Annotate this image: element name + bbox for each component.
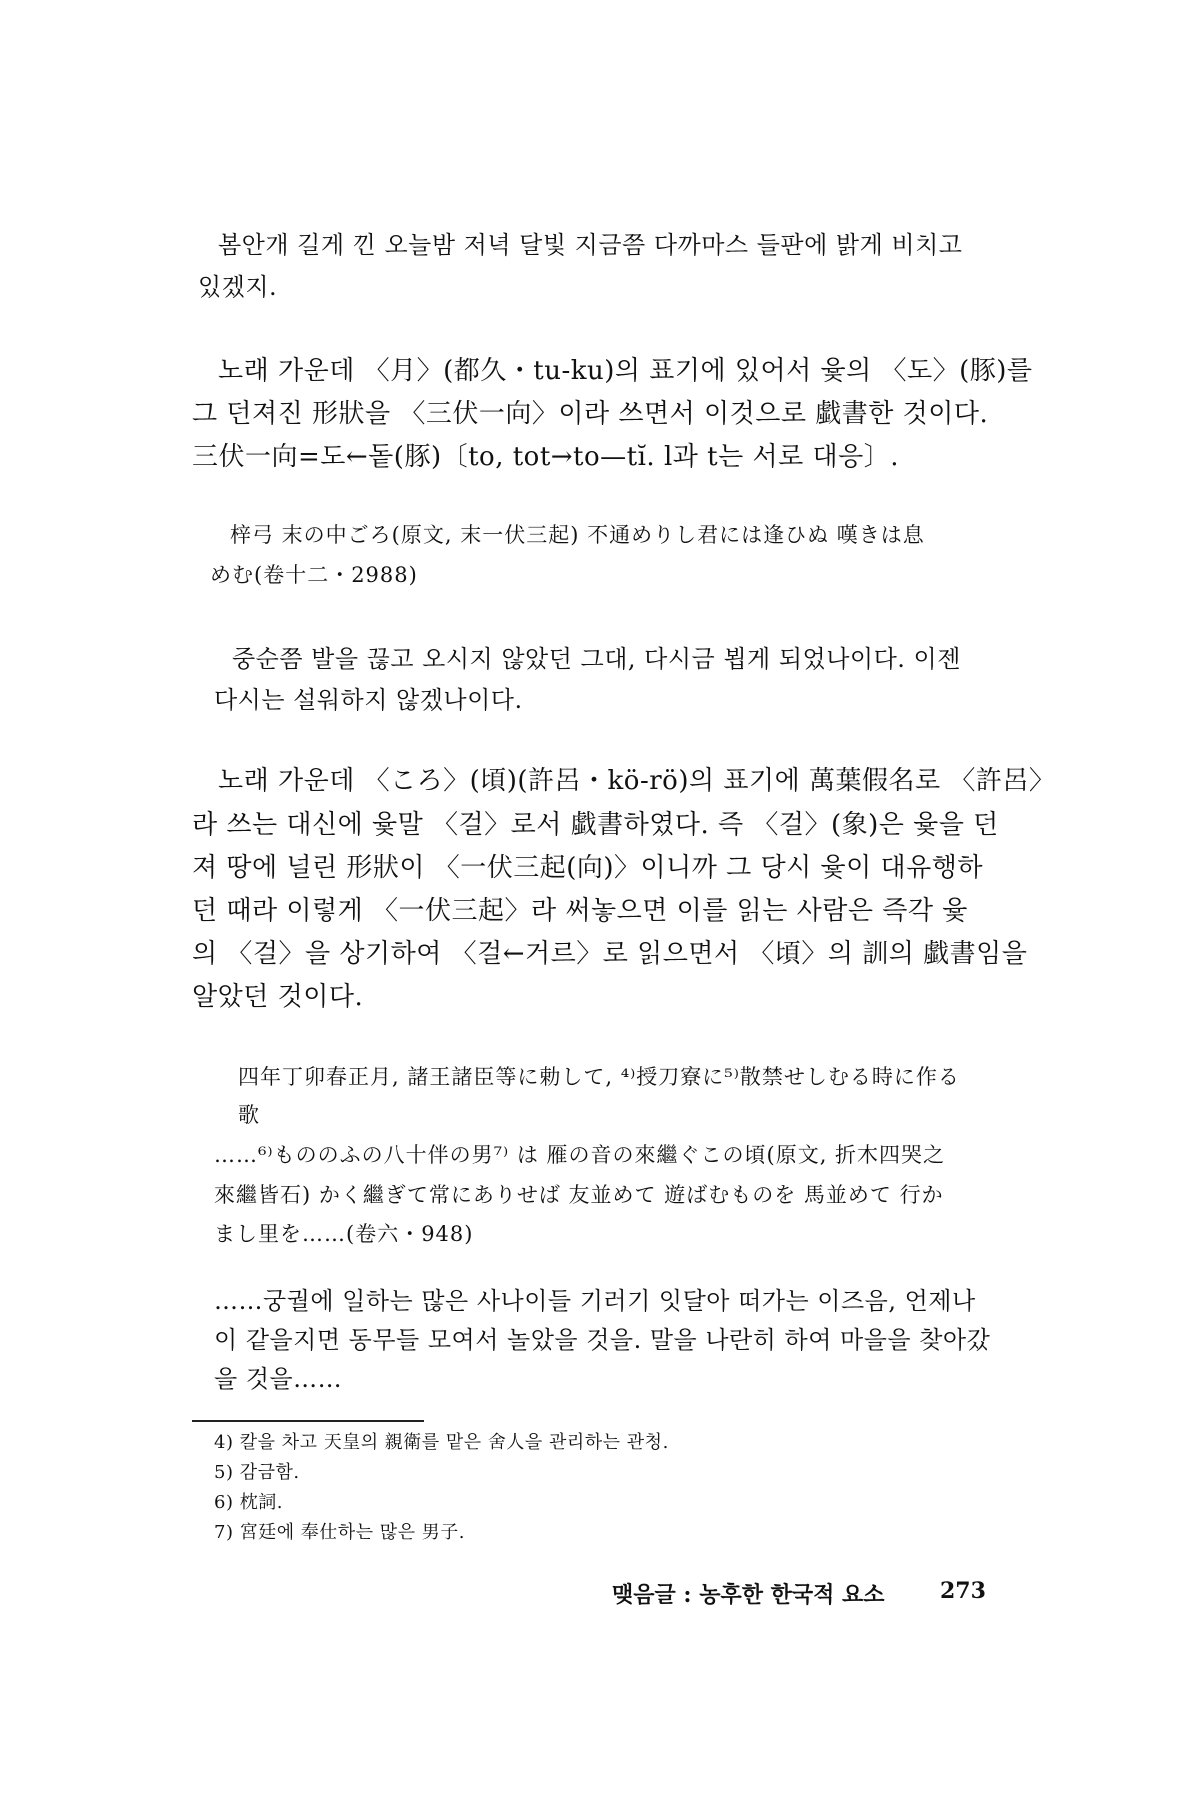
running-title: 맺음글 : 농후한 한국적 요소 (612, 1582, 885, 1608)
text-line: まし里を……(卷六・948) (214, 1222, 474, 1246)
text-line: 三伏一向=도←돝(豚)〔to, tot→to—tĭ. l과 t는 서로 대응〕. (192, 442, 899, 472)
text-line: ……궁궐에 일하는 많은 사나이들 기러기 잇달아 떠가는 이즈음, 언제나 (214, 1287, 976, 1315)
text-line: 의 〈걸〉을 상기하여 〈걸←거르〉로 읽으면서 〈頃〉의 訓의 戱書임을 (192, 939, 1028, 969)
footnote-4: 4) 칼을 차고 天皇의 親衛를 맡은 舍人을 관리하는 관청. (214, 1432, 669, 1453)
footnote-6: 6) 枕詞. (214, 1492, 283, 1513)
page-number: 273 (940, 1578, 986, 1604)
text-line: 져 땅에 널린 形狀이 〈一伏三起(向)〉이니까 그 당시 윷이 대유행하 (192, 853, 983, 883)
text-line: 그 던져진 形狀을 〈三伏一向〉이라 쓰면서 이것으로 戱書한 것이다. (192, 399, 989, 429)
text-line: 을 것을…… (214, 1365, 343, 1393)
text-line: 알았던 것이다. (192, 982, 364, 1012)
text-line: 歌 (238, 1103, 260, 1127)
text-line: 있겠지. (198, 273, 278, 301)
text-line: 四年丁卯春正月, 諸王諸臣等に勅して, ⁴⁾授刀寮に⁵⁾散禁せしむる時に作る (238, 1065, 960, 1089)
text-line: 노래 가운데 〈月〉(都久・tu-ku)의 표기에 있어서 윷의 〈도〉(豚)를 (218, 356, 1033, 386)
text-line: ……⁶⁾もののふの八十伴の男⁷⁾ は 雁の音の來繼ぐこの頃(原文, 折木四哭之 (214, 1143, 946, 1167)
text-line: めむ(卷十二・2988) (210, 563, 418, 587)
footnote-rule (192, 1420, 424, 1422)
text-line: 다시는 설워하지 않겠나이다. (214, 686, 523, 714)
text-line: 던 때라 이렇게 〈一伏三起〉라 써놓으면 이를 읽는 사람은 즉각 윷 (192, 896, 968, 926)
footnote-5: 5) 감금함. (214, 1462, 300, 1483)
text-line: 來繼皆石) かく繼ぎて常にありせば 友並めて 遊ばむものを 馬並めて 行か (214, 1183, 944, 1207)
text-line: 梓弓 末の中ごろ(原文, 末一伏三起) 不通めりし君には逢ひぬ 嘆きは息 (230, 523, 925, 547)
text-line: 이 같을지면 동무들 모여서 놀았을 것을. 말을 나란히 하여 마을을 찾아갔 (214, 1326, 991, 1354)
text-line: 중순쯤 발을 끊고 오시지 않았던 그대, 다시금 뵙게 되었나이다. 이젠 (232, 645, 961, 673)
footnote-7: 7) 宮廷에 奉仕하는 많은 男子. (214, 1522, 466, 1543)
text-line: 노래 가운데 〈ころ〉(頃)(許呂・kö-rö)의 표기에 萬葉假名로 〈許呂〉 (218, 766, 1056, 796)
text-line: 봄안개 길게 낀 오늘밤 저녁 달빛 지금쯤 다까마스 들판에 밝게 비치고 (218, 231, 963, 259)
text-line: 라 쓰는 대신에 윷말 〈걸〉로서 戱書하였다. 즉 〈걸〉(象)은 윷을 던 (192, 810, 999, 840)
